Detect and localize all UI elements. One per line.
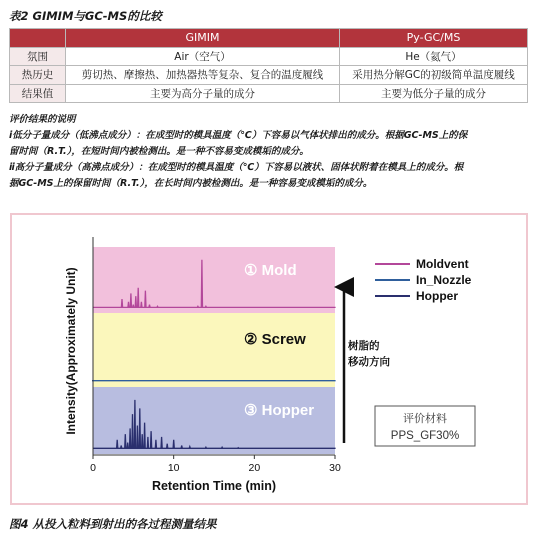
table-cell: 剪切热、摩擦热、加热器热等复杂、复合的温度履线 (66, 66, 340, 85)
legend (375, 257, 472, 303)
comparison-table (9, 28, 528, 103)
x-axis-label: Retention Time (min) (151, 479, 277, 493)
material-value: PPS_GF30% (390, 430, 460, 442)
table-cell: 主要为低分子量的成分 (340, 84, 528, 103)
figure-caption: 图4 从投入粒料到射出的各过程测量结果 (9, 517, 217, 531)
panel-label-screw: ② Screw (244, 331, 306, 348)
table-header-corner (10, 29, 66, 48)
table-row (10, 84, 528, 103)
legend-label-in-nozzle: In_Nozzle (416, 273, 472, 287)
x-tick-label: 20 (248, 462, 261, 474)
table-cell: 采用热分解GC的初级简单温度履线 (340, 66, 528, 85)
table-cell: He（氦气） (340, 47, 528, 66)
legend-label-hopper: Hopper (416, 289, 458, 303)
x-ticks (90, 455, 341, 474)
evaluation-notes (9, 112, 535, 192)
legend-label-moldvent: Moldvent (416, 257, 469, 271)
table-caption: 表2 GIMIM与GC-MS的比较 (9, 9, 162, 23)
chromatogram-chart (12, 215, 526, 503)
table-row-header: 结果值 (10, 84, 66, 103)
notes-title: 评价结果的说明 (9, 114, 76, 125)
notes-line: ⅰ低分子量成分（低沸点成分）：在成型时的模具温度（℃）下容易以气体状排出的成分。根据GC-MS上的保 (9, 130, 468, 141)
x-tick-label: 30 (329, 462, 341, 474)
notes-line: 据GC-MS上的保留时间（R.T.），在长时间内被检测出。是一种容易变成模垢的成分。 (9, 178, 373, 189)
table-row (10, 47, 528, 66)
table-header-row (10, 29, 528, 48)
x-tick-label: 10 (167, 462, 180, 474)
table-row-header: 热历史 (10, 66, 66, 85)
figure-frame (10, 213, 528, 505)
y-axis-label: Intensity(Approximately Unit) (64, 267, 78, 435)
table-row (10, 66, 528, 85)
panel-label-mold: ① Mold (244, 262, 297, 279)
notes-line: ⅱ高分子量成分（高沸点成分）：在成型时的模具温度（℃）下容易以液状、固体状附着在模具上的成分。根 (9, 162, 464, 173)
table-cell: 主要为高分子量的成分 (66, 84, 340, 103)
table-header-gimim: GIMIM (66, 29, 340, 48)
panel-screw-bg (93, 313, 335, 387)
table-cell: Air（空气） (66, 47, 340, 66)
panel-label-hopper: ③ Hopper (244, 402, 315, 419)
table-header-pygcms: Py-GC/MS (340, 29, 528, 48)
table-row-header: 氛围 (10, 47, 66, 66)
notes-line: 留时间（R.T.），在短时间内被检测出。是一种不容易变成模垢的成分。 (9, 146, 309, 157)
x-tick-label: 0 (90, 462, 96, 474)
panel-mold-bg (93, 247, 335, 313)
material-label: 评价材料 (403, 412, 447, 425)
arrow-label-line1: 树脂的 (348, 340, 380, 352)
arrow-label-line2: 移动方向 (348, 356, 390, 368)
